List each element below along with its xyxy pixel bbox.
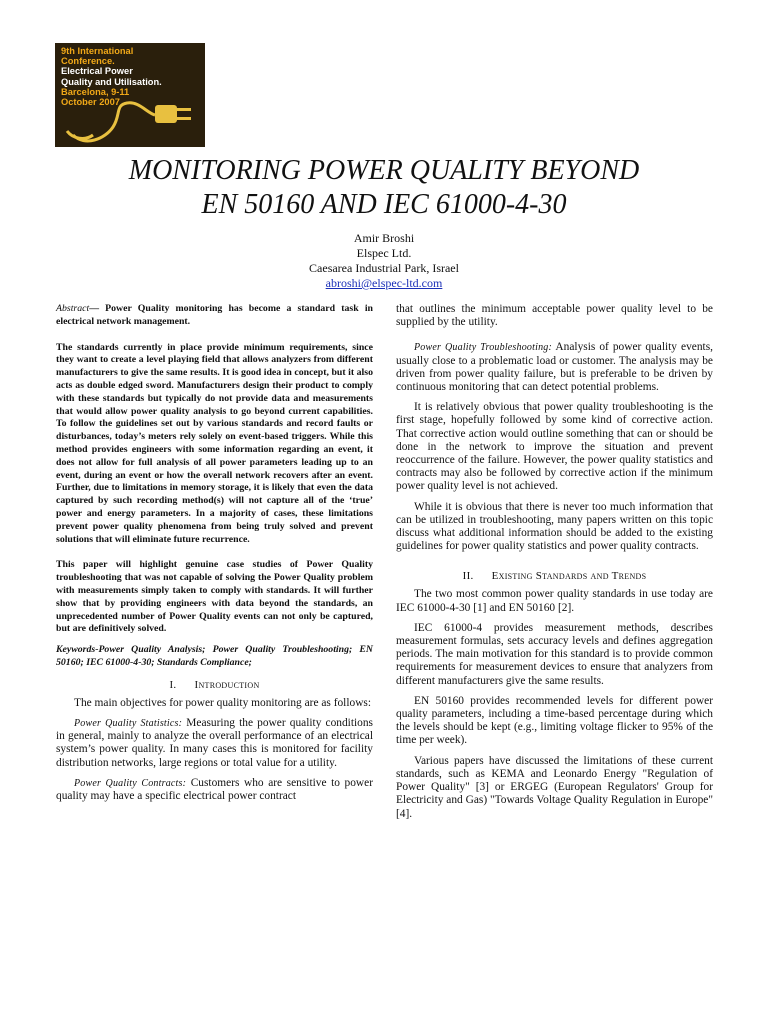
author-email-link[interactable]: abroshi@elspec-ltd.com <box>325 276 443 290</box>
abstract-p1: — Power Quality monitoring has become a standard task in electrical network management. <box>56 303 373 327</box>
author-address: Caesarea Industrial Park, Israel <box>309 261 459 275</box>
section-2-heading <box>396 569 713 583</box>
logo-line-6: October 2007 <box>61 97 120 108</box>
pq-statistics-label: Power Quality Statistics: <box>74 717 183 729</box>
author-org: Elspec Ltd. <box>356 246 412 260</box>
pq-statistics-paragraph <box>56 717 373 770</box>
section-2-p4: Various papers have discussed the limitations of these current standards, such as KEMA and Leonardo Energy "Regulation of Power Quality" [3] or ERGEG (European Regulators' Group for Electricity and Gas) "Towards Voltage Quality Regulation in Europe" [4]. <box>396 754 713 820</box>
contracts-continued: that outlines the minimum acceptable power quality level to be supplied by the utility. <box>396 303 713 329</box>
title-line-1: MONITORING POWER QUALITY BEYOND <box>128 155 640 186</box>
section-2-number: II. <box>462 570 474 583</box>
abstract-p2: The standards currently in place provide minimum requirements, since they want to create a level playing field that allows analyzers from different manufacturers to give the same results. It is good idea in concept, but it also acts as double edged sword. Manufacturers design their product to comply with these standards but typically do not provide data and measurements that would allow power quality analysis to go beyond current capabilities. To follow the guidelines set out by various standards and record faults or disturbances, today’s meters rely solely on event-based triggers. While this method provides engineers with some information regarding an event, it does not allow for full analysis of all power parameters leading up to an event, during an event or how the overall network recovers after an event. Further, due to limitations in memory storage, it is likely that even the data captured by such recording method(s) will not capture all of the ‘true’ power and energy parameters. In a majority of cases, these limitations prevent power quality phenomena from being truly solved and prevent solutions that will eliminate future recurrence. <box>56 341 373 545</box>
paper-title <box>0 154 768 222</box>
pq-troubleshooting-text: Analysis of power quality events, usually close to a problematic load or customer. The analysis may be driven from power quality failure, but is preferable to be driven by continuous monitoring that can detect potential problems. <box>396 341 713 394</box>
abstract-label: Abstract <box>56 303 90 314</box>
troubleshooting-p3: While it is obvious that there is never too much information that can be utilized in troubleshooting, many papers written on this topic discuss what additional information should be added to the existing guidelines for power quality statistics and power quality contracts. <box>396 500 713 553</box>
section-2-p2: IEC 61000-4 provides measurement methods, describes measurement formulas, sets accuracy levels and defines aggregation periods. The main motivation for this standard is to provide common requirements for measurement devices to ensure that analyzers from different manufacturers give the same results. <box>396 621 713 687</box>
logo-line-4: Quality and Utilisation. <box>61 76 162 87</box>
logo-line-1: 9th International <box>61 46 134 56</box>
keywords: Keywords-Power Quality Analysis; Power Quality Troubleshooting; EN 50160; IEC 61000-4-30; Standards Compliance; <box>56 644 373 668</box>
pq-contracts-text: Customers who are sensitive to power quality may have a specific electrical power contract <box>56 776 373 802</box>
logo-line-3: Electrical Power <box>61 66 133 77</box>
pq-contracts-paragraph <box>56 777 373 803</box>
section-1-number: I. <box>169 678 177 691</box>
author-block <box>0 231 768 291</box>
section-2-p3: EN 50160 provides recommended levels for different power quality parameters, including a time-based percentage during which the levels should be kept (e.g., limiting voltage flicker to 95% of the time per week). <box>396 694 713 747</box>
left-column <box>56 303 373 803</box>
section-1-title: Introduction <box>194 678 260 691</box>
abstract-p3: This paper will highlight genuine case studies of Power Quality troubleshooting that was not capable of solving the Power Quality problem with measurements simply taken to comply with standards. It will further show that by providing engineers with data beyond the standards, an unprecedented number of Power Quality events can not only be captured, but are definitively solved. <box>56 559 373 635</box>
pq-statistics-text: Measuring the power quality conditions in general, mainly to analyze the overall performance of an electrical system’s power quality. In many cases this is monitored for facility distribution networks, large regions or total value for a utility. <box>56 716 373 769</box>
logo-line-2: Conference. <box>61 56 115 67</box>
section-1-p1: The main objectives for power quality monitoring are as follows: <box>74 696 372 709</box>
section-2-title: Existing Standards and Trends <box>491 570 647 583</box>
logo-line-5: Barcelona, 9-11 <box>61 86 130 97</box>
section-1-heading <box>56 678 373 692</box>
title-line-2: EN 50160 AND IEC 61000-4-30 <box>201 189 567 220</box>
right-column <box>396 303 713 821</box>
pq-troubleshooting-label: Power Quality Troubleshooting: <box>414 342 553 354</box>
troubleshooting-p2: It is relatively obvious that power quality troubleshooting is the first stage, hopefully followed by some kind of corrective action. That corrective action would outline something that can or should be done in the network to improve the situation and prevent reoccurrence of the failure. However, the power quality statistics and contracts may also be followed by corrective action if the minimum power quality level is not achieved. <box>396 401 713 493</box>
author-name: Amir Broshi <box>353 231 415 245</box>
pq-contracts-label: Power Quality Contracts: <box>74 777 187 789</box>
pq-troubleshooting-paragraph <box>396 341 713 394</box>
section-2-p1: The two most common power quality standards in use today are IEC 61000-4-30 [1] and EN 50160 [2]. <box>396 588 713 614</box>
conference-logo <box>55 43 205 147</box>
abstract-intro <box>56 303 373 329</box>
